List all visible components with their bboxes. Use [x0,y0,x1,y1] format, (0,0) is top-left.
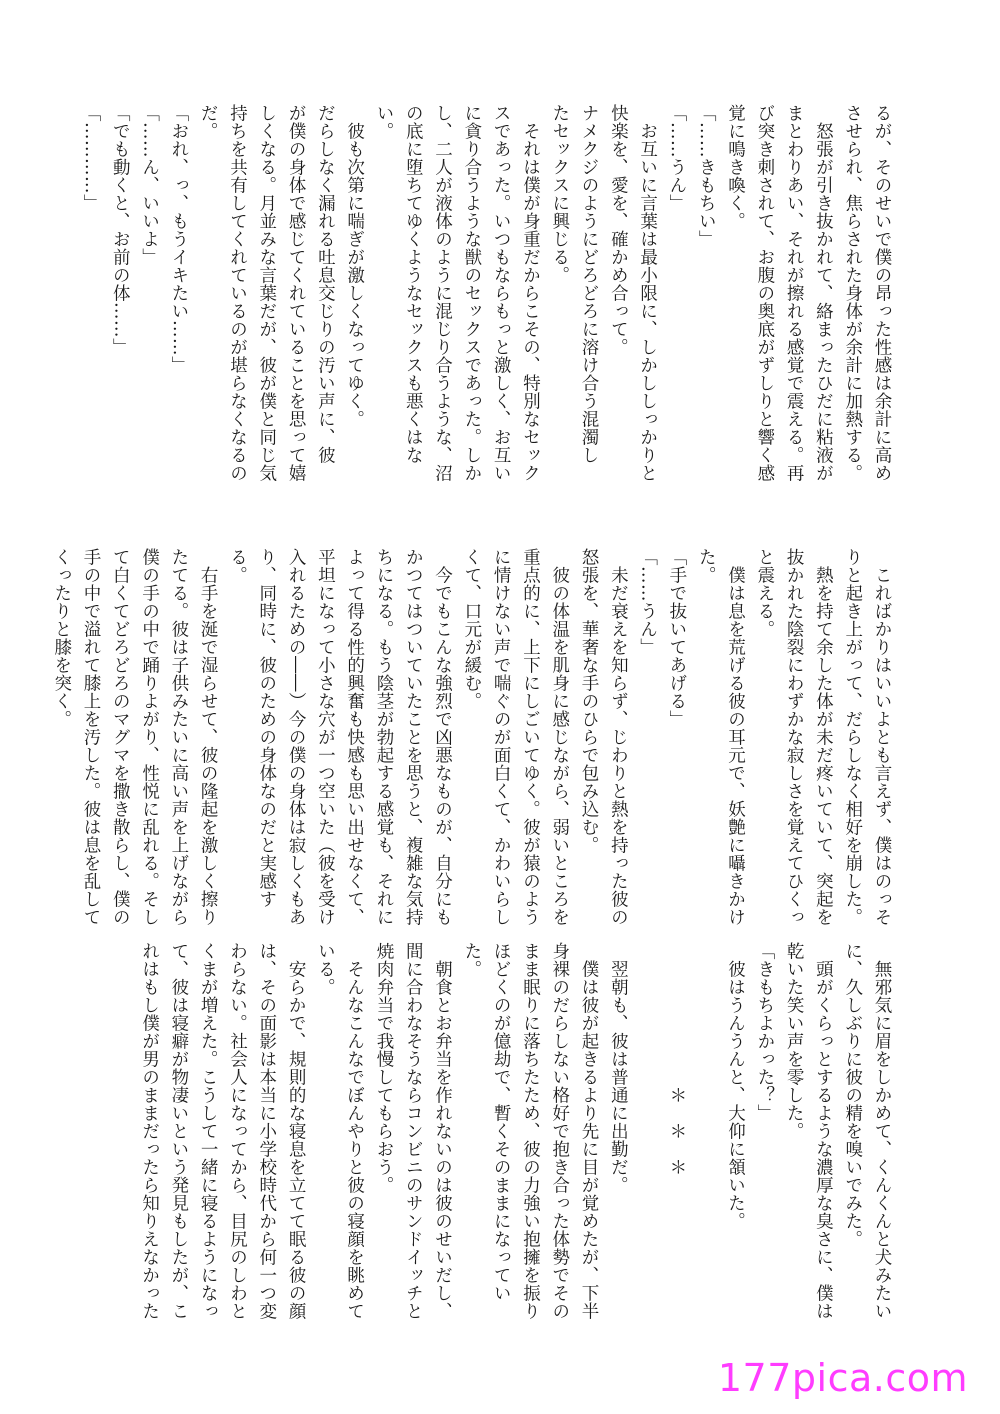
text-line: た。 [696,548,717,584]
text-line: よって得る性的興奮も快感も思い出せなくて、 [344,548,365,926]
text-line: 無邪気に眉をしかめて、くんくんと犬みたい [872,942,892,1320]
text-line: たてる。彼は子供みたいに高い声を上げながら [168,548,189,926]
text-line: い。 [373,104,394,140]
text-line: くったりと膝を突く。 [51,548,72,728]
text-line: たセックスに興じる。 [549,104,570,284]
text-line: かつてはついていたことを思うと、複雑な気持 [403,548,424,926]
text-line: 僕は息を荒げる彼の耳元で、妖艶に囁きかけ [725,548,746,926]
text-line: スであった。いつもならもっと激しく、お互い [491,104,512,482]
text-line: りと起き上がって、だらしなく相好を崩した。 [842,548,863,926]
text-line: させられ、焦らされた身体が余計に加熱する。 [842,104,863,482]
text-line: に貪り合うような獣のセックスであった。しか [461,104,482,482]
text-line: ＊ ＊ ＊ [666,942,687,1176]
text-line: 「……うん」 [666,104,687,212]
text-line: び突き刺されて、お腹の奥底がずしりと響く感 [754,104,775,482]
text-line: 安らかで、規則的な寝息を立てて眠る彼の顔 [286,942,307,1320]
text-line: 翌朝も、彼は普通に出勤だ。 [608,942,629,1194]
text-line: だらしなく漏れる吐息交じりの汚い声に、彼 [315,104,336,464]
text-line: 「…………」 [80,104,101,212]
text-line: いる。 [315,942,336,996]
text-line: り、同時に、彼のための身体なのだと実感す [256,548,277,908]
text-line: くまが増えた。こうして一緒に寝るようになっ [198,942,219,1320]
text-line: た。 [461,942,482,978]
text-line: まとわりあい、それが擦れる感覚で震える。再 [784,104,805,482]
text-line: 「おれ、っ、もうイキたい……」 [168,104,189,374]
text-line: 頭がくらっとするような濃厚な臭さに、僕は [813,942,834,1320]
text-block-middle [51,548,896,928]
text-line: 「手で抜いてあげる」 [666,548,687,728]
text-line: しくなる。月並みな言葉だが、彼が僕と同じ気 [256,104,277,482]
text-line: 焼肉弁当で我慢してもらおう。 [373,942,394,1194]
text-line: て白くてどろどろのマグマを撒き散らし、僕の [110,548,131,926]
text-block-bottom [96,942,896,1354]
text-line: 「……うん」 [637,548,658,656]
text-line: 間に合わなそうならコンビニのサンドイッチと [403,942,424,1320]
text-line: それは僕が身重だからこその、特別なセック [520,104,541,482]
text-line [632,942,661,1354]
text-line: お互いに言葉は最小限に、しかししっかりと [637,104,658,482]
text-line: 快楽を、愛を、確かめ合って。 [608,104,629,356]
text-line: 手の中で溢れて膝上を汚した。彼は息を乱して [80,548,101,926]
text-line: 怒張を、華奢な手のひらで包み込む。 [579,548,600,854]
text-line: 僕は彼が起きるより先に目が覚めたが、下半 [579,942,600,1320]
text-line: る。 [227,548,248,584]
text-line: 彼はうんうんと、大仰に頷いた。 [725,942,746,1230]
text-line: そんなこんなでぼんやりと彼の寝顔を眺めて [344,942,365,1320]
text-line: 熱を持て余した体が未だ疼いていて、突起を [813,548,834,926]
text-line: 持ちを共有してくれているのが堪らなくなるの [227,104,248,482]
text-line: に、久しぶりに彼の精を嗅いでみた。 [842,942,863,1248]
text-line: 抜かれた陰裂にわずかな寂しさを覚えてひくっ [784,548,805,926]
text-line: 入れるための――）今の僕の身体は寂しくもあ [286,548,307,926]
text-line: し、二人が液体のように混じり合うような、沼 [432,104,453,482]
text-line: 彼の体温を肌身に感じながら、弱いところを [549,548,570,926]
text-line: るが、そのせいで僕の昂った性感は余計に高め [872,104,892,482]
text-line: 乾いた笑い声を零した。 [784,942,805,1140]
text-line: ちになる。もう陰茎が勃起する感覚も、それに [373,548,394,926]
text-line: ほどくのが億劫で、暫くそのままになってい [491,942,512,1302]
text-line: わらない。社会人になってから、目尻のしわと [227,942,248,1320]
text-line: まま眠りに落ちたため、彼の力強い抱擁を振り [520,942,541,1320]
text-line: 「……きもちい」 [696,104,717,248]
text-line: 右手を涎で湿らせて、彼の隆起を激しく擦り [198,548,219,926]
text-line: は、その面影は本当に小学校時代から何一つ変 [256,942,277,1320]
text-line: れはもし僕が男のままだったら知りえなかった [139,942,160,1320]
text-line: に情けない声で喘ぐのが面白くて、かわいらし [491,548,512,926]
text-line: 平坦になって小さな穴が一つ空いた（彼を受け [315,548,336,926]
text-line: の底に堕ちてゆくようなセックスも悪くはな [403,104,424,464]
text-line: 僕の手の中で踊りよがり、性悦に乱れる。そし [139,548,160,926]
text-line: て、彼は寝癖が物凄いという発見もしたが、こ [168,942,189,1320]
text-line: 「……ん、いいよ」 [139,104,160,266]
text-line: 未だ衰えを知らず、じわりと熱を持った彼の [608,548,629,926]
text-line: と震える。 [754,548,775,638]
text-line: 「きもちよかった？」 [754,942,775,1122]
text-line: 朝食とお弁当を作れないのは彼のせいだし、 [432,942,453,1320]
text-line: だ。 [198,104,219,140]
watermark-text: 177pica.com [717,1356,968,1400]
text-line: こればかりはいいよとも言えず、僕はのっそ [872,548,892,926]
text-line: くて、口元が緩む。 [461,548,482,710]
text-line: 怒張が引き抜かれて、絡まったひだに粘液が [813,104,834,482]
text-line: 今でもこんな強烈で凶悪なものが、自分にも [432,548,453,926]
text-line: 身裸のだらしない格好で抱き合った体勢でその [549,942,570,1320]
text-line: 重点的に、上下にしごいてゆく。彼が猿のよう [520,548,541,926]
text-line: 「でも動くと、お前の体……」 [110,104,131,356]
text-line: ナメクジのようにどろどろに溶け合う混濁し [579,104,600,464]
text-line: 覚に鳴き喚く。 [725,104,746,230]
text-line: が僕の身体で感じてくれていることを思って嬉 [286,104,307,482]
text-line [691,942,720,1354]
text-line: 彼も次第に喘ぎが激しくなってゆく。 [344,104,365,428]
text-block-top [80,104,896,496]
